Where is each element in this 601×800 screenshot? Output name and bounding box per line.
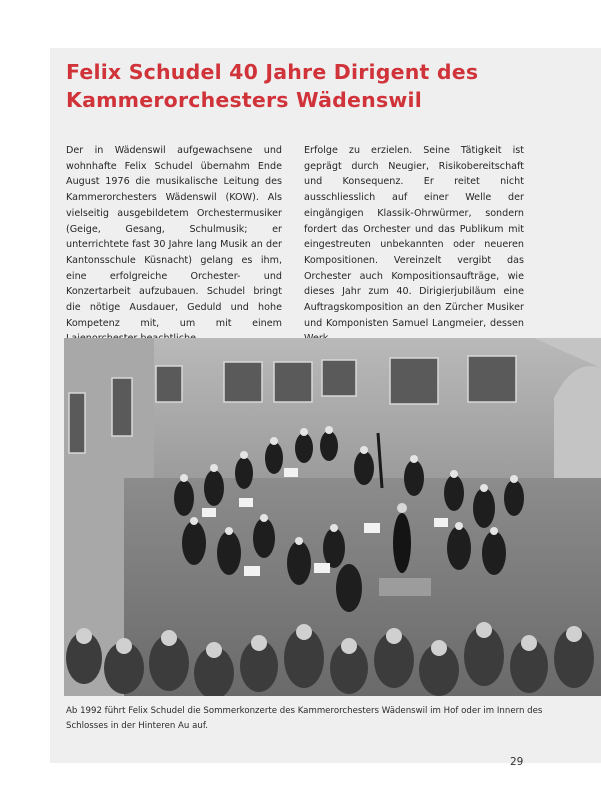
article-title: Felix Schudel 40 Jahre Dirigent des Kammerorchesters Wädenswil xyxy=(66,60,479,112)
article-column-right: Erfolge zu erzielen. Seine Tätigkeit ist geprägt durch Neugier, Risikobereitschaft und Konsequenz. Er reitet nicht ausschliesslich auf einer Welle der eingängigen Klassik-Ohrwürmer, sondern fordert das Orchester und das Publikum mit eingestreuten unbekannten oder neueren Kompositionen. Vereinzelt vergibt das Orchester auch Kompositionsaufträge, wie dieses Jahr zum 40. Dirigierjubiläum eine Auftragskomposition an den Zürcher Musiker und Komponisten Samuel Langmeier, dessen xyxy=(304,145,524,329)
orchestra-photo xyxy=(64,338,601,696)
orchestra-photo-illustration xyxy=(64,338,601,696)
photo-caption: Ab 1992 führt Felix Schudel die Sommerkonzerte des Kammerorchesters Wädenswil im Hof oder im Innern des Schlosses in der Hinteren Au auf. xyxy=(66,706,543,731)
article-column-left: Der in Wädenswil aufgewachsene und wohnhafte Felix Schudel übernahm Ende August 1976 die musikalische Leitung des Kammerorchesters Wädenswil (KOW). Als vielseitig ausgebildetem Orchestermusiker (Geige, Gesang, Schulmusik; er unterrichtete fast 30 Jahre lang Musik an der Kantonsschule Küsnacht) gelang es ihm, eine erfolgreiche Orchester- und Konzertarbeit aufzubauen. Schudel bringt die nötige Ausdauer, Geduld und hohe Kompetenz mit, um mit einem xyxy=(66,145,282,329)
page-number: 29 xyxy=(510,756,524,768)
conductor-podium xyxy=(379,578,431,596)
